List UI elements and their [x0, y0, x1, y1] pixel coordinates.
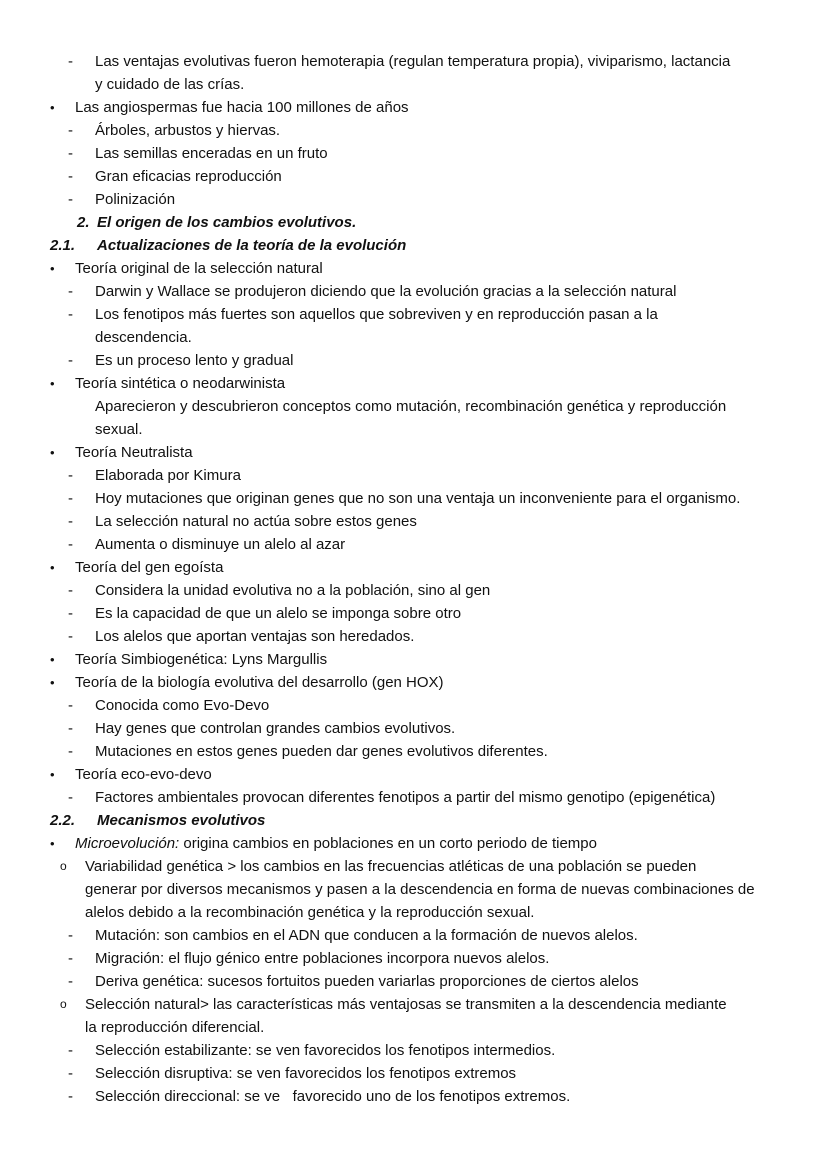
dash-marker-icon: -	[68, 950, 73, 967]
dash-list-item	[0, 947, 828, 970]
continuation-line	[0, 901, 828, 924]
line-text: generar por diversos mecanismos y pasen a la descendencia en forma de nuevas combinaciones de	[85, 881, 755, 898]
continuation-line	[0, 326, 828, 349]
dash-list-item	[0, 464, 828, 487]
line-text: Teoría de la biología evolutiva del desarrollo (gen HOX)	[75, 674, 444, 691]
bullet-list-item	[0, 556, 828, 579]
circle-list-item	[0, 855, 828, 878]
dash-marker-icon: -	[68, 1042, 73, 1059]
dash-marker-icon: -	[68, 973, 73, 990]
dash-list-item	[0, 1085, 828, 1108]
indented-paragraph	[0, 395, 828, 418]
dash-list-item	[0, 487, 828, 510]
dash-list-item	[0, 579, 828, 602]
dash-list-item	[0, 165, 828, 188]
dash-list-item	[0, 694, 828, 717]
dash-list-item	[0, 349, 828, 372]
circle-marker-icon: o	[60, 997, 67, 1011]
line-text: Es la capacidad de que un alelo se imponga sobre otro	[95, 605, 462, 622]
continuation-line	[0, 73, 828, 96]
dash-list-item	[0, 280, 828, 303]
line-text: La selección natural no actúa sobre estos genes	[95, 513, 417, 530]
dash-marker-icon: -	[68, 743, 73, 760]
line-text: El origen de los cambios evolutivos.	[97, 214, 357, 231]
subsection-heading	[0, 809, 828, 832]
dash-marker-icon: -	[68, 168, 73, 185]
bullet-list-item	[0, 257, 828, 280]
dash-marker-icon: -	[68, 927, 73, 944]
bullet-marker-icon: •	[50, 836, 55, 851]
line-text: Gran eficacias reproducción	[95, 168, 282, 185]
line-text: Selección natural> las características más ventajosas se transmiten a la descendencia mediante	[85, 996, 727, 1013]
dash-marker-icon: -	[68, 605, 73, 622]
dash-list-item	[0, 602, 828, 625]
line-text	[75, 832, 597, 855]
dash-list-item	[0, 970, 828, 993]
line-text: Las angiospermas fue hacia 100 millones de años	[75, 99, 409, 116]
line-text: Teoría Simbiogenética: Lyns Margullis	[75, 651, 328, 668]
line-text: Selección direccional: se ve favorecido uno de los fenotipos extremos.	[95, 1088, 571, 1105]
line-text: Teoría del gen egoísta	[75, 559, 224, 576]
line-text: Las ventajas evolutivas fueron hemoterapia (regulan temperatura propia), viviparismo, lactancia	[95, 53, 731, 70]
line-text: alelos debido a la recombinación genética y la reproducción sexual.	[85, 904, 535, 921]
dash-marker-icon: -	[68, 145, 73, 162]
bullet-list-item	[0, 441, 828, 464]
dash-list-item	[0, 740, 828, 763]
dash-list-item	[0, 533, 828, 556]
line-text: Selección disruptiva: se ven favorecidos los fenotipos extremos	[95, 1065, 517, 1082]
subsection-heading	[0, 234, 828, 257]
line-text: Aumenta o disminuye un alelo al azar	[95, 536, 346, 553]
bullet-marker-icon: •	[50, 445, 55, 460]
line-text: Elaborada por Kimura	[95, 467, 241, 484]
line-text: Teoría original de la selección natural	[75, 260, 323, 277]
dash-list-item	[0, 188, 828, 211]
line-text: Darwin y Wallace se produjeron diciendo que la evolución gracias a la selección natural	[95, 283, 677, 300]
bullet-marker-icon: •	[50, 261, 55, 276]
line-text: Aparecieron y descubrieron conceptos como mutación, recombinación genética y reproducción	[95, 398, 727, 415]
line-text: descendencia.	[95, 329, 192, 346]
circle-list-item	[0, 993, 828, 1016]
line-text: Variabilidad genética > los cambios en las frecuencias atléticas de una población se pueden	[85, 858, 697, 875]
dash-list-item	[0, 924, 828, 947]
line-text: Conocida como Evo-Devo	[95, 697, 270, 714]
bullet-marker-icon: •	[50, 767, 55, 782]
continuation-line	[0, 878, 828, 901]
continuation-line	[0, 418, 828, 441]
line-text: sexual.	[95, 421, 143, 438]
line-text: Árboles, arbustos y hiervas.	[95, 122, 281, 139]
dash-marker-icon: -	[68, 1088, 73, 1105]
bullet-list-item	[0, 648, 828, 671]
continuation-line	[0, 1016, 828, 1039]
term-definition: origina cambios en poblaciones en un corto periodo de tiempo	[179, 835, 597, 852]
line-text: Teoría sintética o neodarwinista	[75, 375, 286, 392]
line-text: Hoy mutaciones que originan genes que no son una ventaja un inconveniente para el organismo.	[95, 490, 741, 507]
bullet-marker-icon: •	[50, 675, 55, 690]
dash-marker-icon: -	[68, 789, 73, 806]
dash-marker-icon: -	[68, 283, 73, 300]
line-text: la reproducción diferencial.	[85, 1019, 265, 1036]
bullet-list-item	[0, 372, 828, 395]
bullet-list-item	[0, 832, 828, 855]
bullet-list-item	[0, 763, 828, 786]
bullet-marker-icon: •	[50, 100, 55, 115]
line-text: Migración: el flujo génico entre poblaciones incorpora nuevos alelos.	[95, 950, 550, 967]
dash-list-item	[0, 303, 828, 326]
dash-marker-icon: -	[68, 53, 73, 70]
dash-list-item	[0, 625, 828, 648]
dash-list-item	[0, 510, 828, 533]
line-text: Considera la unidad evolutiva no a la población, sino al gen	[95, 582, 491, 599]
dash-list-item	[0, 50, 828, 73]
line-text: Selección estabilizante: se ven favorecidos los fenotipos intermedios.	[95, 1042, 556, 1059]
bullet-marker-icon: •	[50, 376, 55, 391]
line-text: Factores ambientales provocan diferentes fenotipos a partir del mismo genotipo (epigenética)	[95, 789, 716, 806]
line-text: Actualizaciones de la teoría de la evolución	[97, 237, 407, 254]
dash-list-item	[0, 786, 828, 809]
dash-marker-icon: -	[68, 582, 73, 599]
line-text: Las semillas enceradas en un fruto	[95, 145, 328, 162]
dash-list-item	[0, 1039, 828, 1062]
section-heading	[0, 211, 828, 234]
bullet-marker-icon: •	[50, 560, 55, 575]
italic-term: Microevolución:	[75, 835, 180, 852]
dash-list-item	[0, 1062, 828, 1085]
section-number: 2.1.	[50, 237, 76, 254]
line-text: Es un proceso lento y gradual	[95, 352, 294, 369]
dash-marker-icon: -	[68, 467, 73, 484]
dash-marker-icon: -	[68, 628, 73, 645]
line-text: Mecanismos evolutivos	[97, 812, 266, 829]
dash-marker-icon: -	[68, 122, 73, 139]
bullet-marker-icon: •	[50, 652, 55, 667]
dash-marker-icon: -	[68, 306, 73, 323]
line-text: y cuidado de las crías.	[95, 76, 245, 93]
dash-marker-icon: -	[68, 490, 73, 507]
line-text: Teoría eco-evo-devo	[75, 766, 212, 783]
dash-marker-icon: -	[68, 720, 73, 737]
section-number: 2.2.	[50, 812, 76, 829]
line-text: Los fenotipos más fuertes son aquellos que sobreviven y en reproducción pasan a la	[95, 306, 658, 323]
line-text: Hay genes que controlan grandes cambios evolutivos.	[95, 720, 456, 737]
line-text: Los alelos que aportan ventajas son heredados.	[95, 628, 415, 645]
dash-list-item	[0, 142, 828, 165]
line-text: Mutaciones en estos genes pueden dar genes evolutivos diferentes.	[95, 743, 548, 760]
dash-marker-icon: -	[68, 697, 73, 714]
bullet-list-item	[0, 671, 828, 694]
circle-marker-icon: o	[60, 859, 67, 873]
dash-list-item	[0, 717, 828, 740]
dash-marker-icon: -	[68, 536, 73, 553]
dash-list-item	[0, 119, 828, 142]
section-number: 2.	[77, 214, 90, 231]
line-text: Deriva genética: sucesos fortuitos pueden variarlas proporciones de ciertos alelos	[95, 973, 639, 990]
dash-marker-icon: -	[68, 352, 73, 369]
line-text: Polinización	[95, 191, 176, 208]
bullet-list-item	[0, 96, 828, 119]
dash-marker-icon: -	[68, 191, 73, 208]
dash-marker-icon: -	[68, 1065, 73, 1082]
document-page	[0, 50, 828, 1108]
line-text: Teoría Neutralista	[75, 444, 193, 461]
line-text: Mutación: son cambios en el ADN que conducen a la formación de nuevos alelos.	[95, 927, 638, 944]
dash-marker-icon: -	[68, 513, 73, 530]
